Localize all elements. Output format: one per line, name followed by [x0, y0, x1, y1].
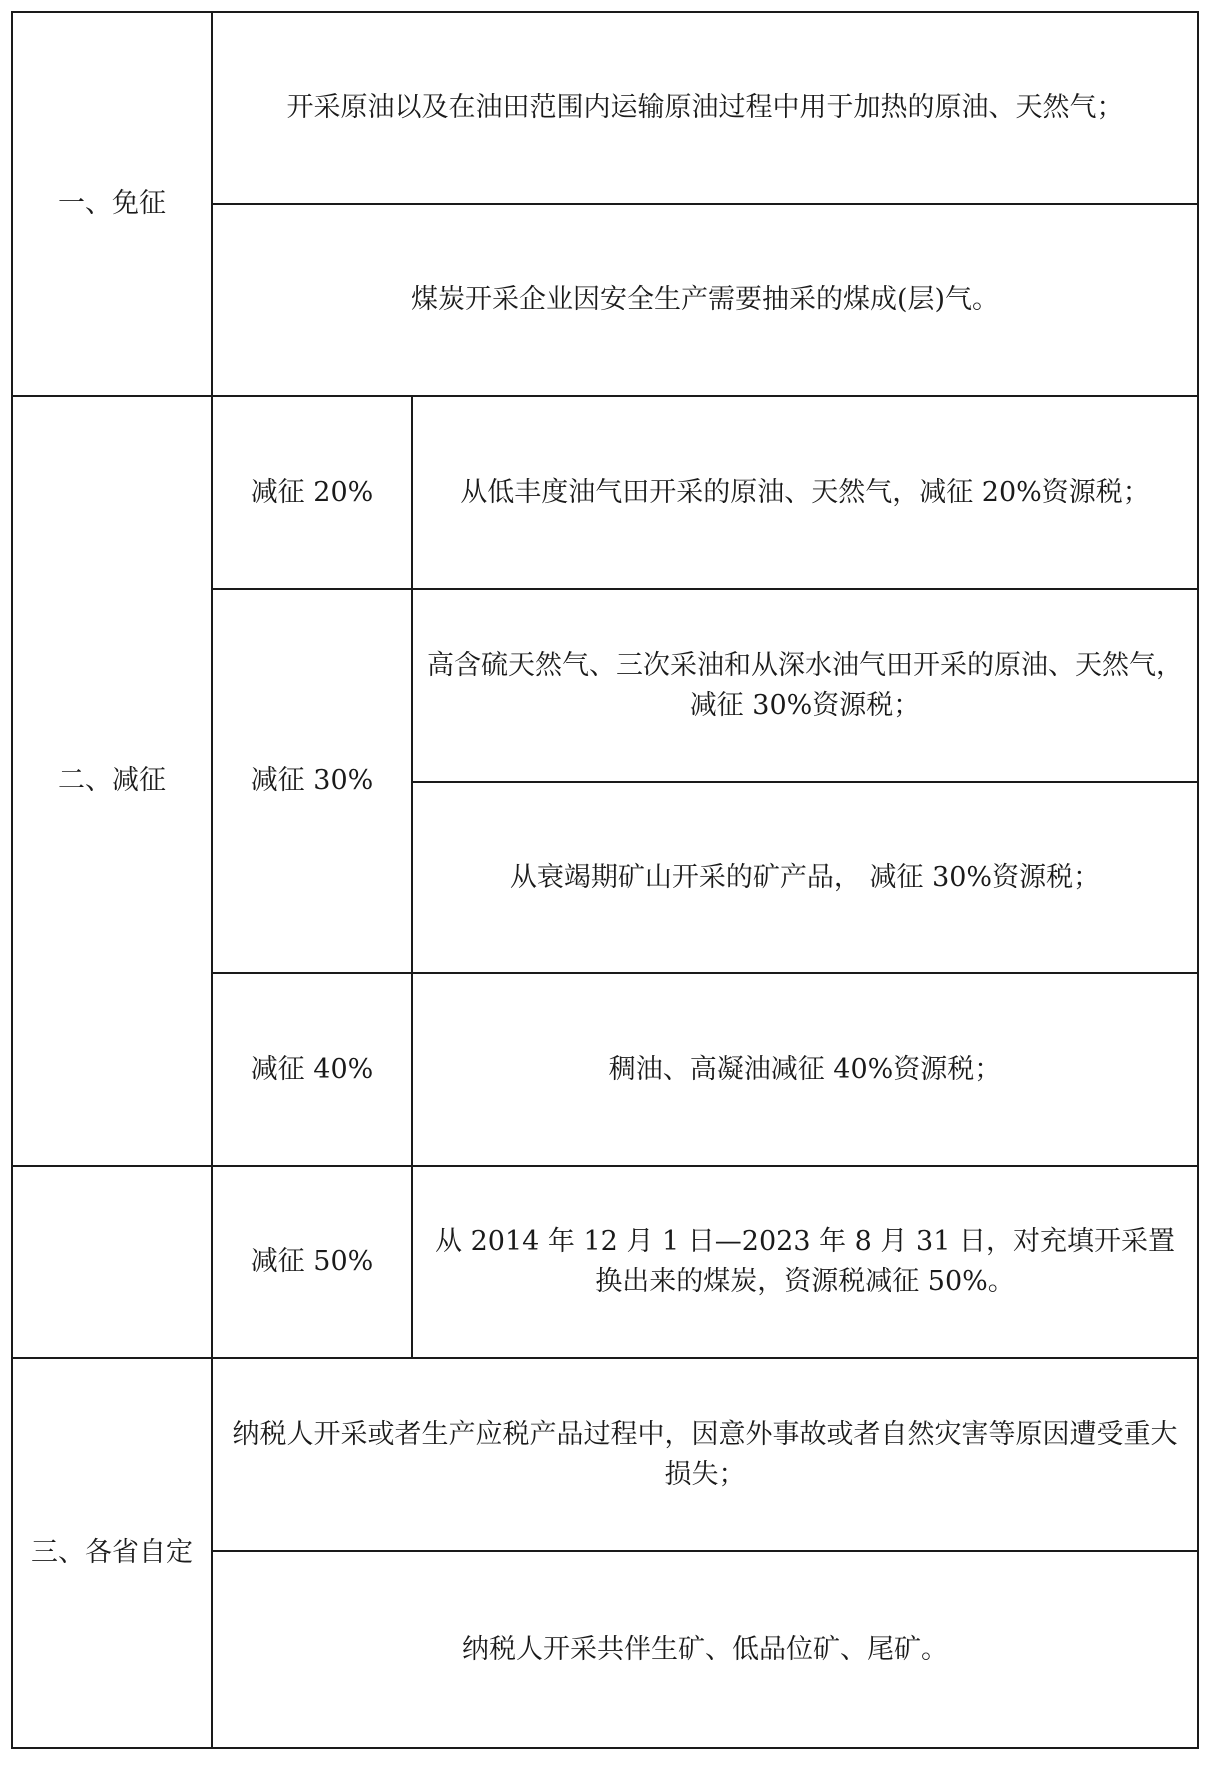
category-empty-cell	[12, 1166, 212, 1358]
rate-20-item: 从低丰度油气田开采的原油、天然气，减征 20%资源税；	[412, 396, 1198, 589]
rate-30-item-1: 高含硫天然气、三次采油和从深水油气田开采的原油、天然气， 减征 30%资源税；	[412, 589, 1198, 782]
exempt-item-2: 煤炭开采企业因安全生产需要抽采的煤成(层)气。	[212, 204, 1198, 396]
provincial-item-2: 纳税人开采共伴生矿、低品位矿、尾矿。	[212, 1551, 1198, 1748]
rate-30-label: 减征 30%	[212, 589, 412, 973]
tax-relief-table	[11, 11, 1199, 1749]
table-row	[12, 1166, 1198, 1358]
rate-40-item: 稠油、高凝油减征 40%资源税；	[412, 973, 1198, 1166]
table-row	[12, 396, 1198, 589]
table-row	[12, 1358, 1198, 1551]
rate-50-item: 从 2014 年 12 月 1 日—2023 年 8 月 31 日，对充填开采置换出来的煤炭，资源税减征 50%。	[412, 1166, 1198, 1358]
category-reduced: 二、减征	[12, 396, 212, 1166]
category-provincial: 三、各省自定	[12, 1358, 212, 1748]
rate-30-item-2: 从衰竭期矿山开采的矿产品， 减征 30%资源税；	[412, 782, 1198, 973]
provincial-item-1: 纳税人开采或者生产应税产品过程中，因意外事故或者自然灾害等原因遭受重大损失；	[212, 1358, 1198, 1551]
category-exempt: 一、免征	[12, 12, 212, 396]
rate-50-label: 减征 50%	[212, 1166, 412, 1358]
rate-20-label: 减征 20%	[212, 396, 412, 589]
rate-40-label: 减征 40%	[212, 973, 412, 1166]
exempt-item-1: 开采原油以及在油田范围内运输原油过程中用于加热的原油、天然气；	[212, 12, 1198, 204]
table-row	[12, 12, 1198, 204]
